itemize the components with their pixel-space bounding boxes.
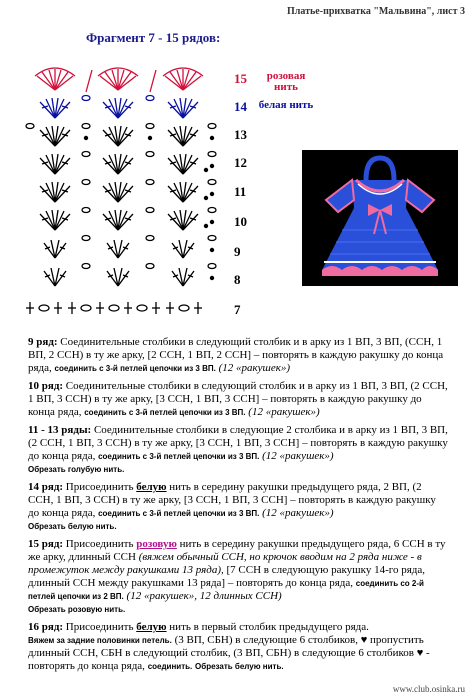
row-14-color: белую [136, 481, 167, 493]
row-10-count: (12 «ракушек») [248, 406, 320, 418]
row-15-color: розовую [136, 538, 177, 550]
row-number-15: 15 [234, 71, 247, 86]
row-9-paragraph [28, 336, 448, 375]
row-9-count: (12 «ракушек») [218, 362, 291, 374]
row-11-13-join: соединить с 3-й петлей цепочки из 3 ВП. [98, 452, 260, 461]
yarn-label-pink: розовая нить [266, 70, 306, 93]
row-14-paragraph [28, 481, 448, 533]
row-16-note: Обрезать белую нить. [195, 662, 284, 671]
row-number-13: 13 [234, 127, 247, 142]
row-15-text-c: [7 ССН в следующую ракушку 14-го ряда, длинный ССН между ракушками 13 ряда] – повторять до конца ряда, [28, 564, 426, 589]
row-number-7: 7 [234, 302, 241, 317]
row-10-text: Соединительные столбики в следующий столбик и в арку из 1 ВП, 3 ВП, (2 ССН, 1 ВП, 3 ССН) в ту же арку, [3 ССН, 1 ВП, 3 ССН] – повторять в каждую ракушку до конца ряда, [28, 380, 448, 418]
row-14-note: Обрезать белую нить. [28, 522, 117, 531]
row-16-bold: Вяжем за задние половинки петель. [28, 636, 172, 645]
crochet-chart [0, 52, 232, 322]
row-16-color: белую [136, 621, 167, 633]
row-11-13-text: Соединительные столбики в следующие 2 столбика и в арку из 1 ВП, 3 ВП, (2 ССН, 1 ВП, 3 ССН) в ту же арку, [3 ССН, 1 ВП, 3 ССН] – повторять в каждую ракушку до конца ряда, [28, 424, 448, 462]
row-15-join: соединить со 2-й петлей цепочки из 2 ВП. [28, 579, 424, 601]
row-10-paragraph [28, 380, 448, 419]
yarn-label-white: белая нить [258, 99, 314, 111]
row-16-paragraph [28, 621, 448, 673]
row-11-13-label: 11 - 13 ряды: [28, 424, 92, 436]
row-15-italic-1: (вяжем обычный ССН, но крючок вводим на 2 ряда ниже - в промежуток между ракушками 13 ряда), [28, 551, 422, 576]
row-number-11: 11 [234, 184, 247, 199]
row-10-label: 10 ряд: [28, 380, 64, 392]
row-number-8: 8 [234, 272, 241, 287]
row-14-text-a: Присоединить [65, 481, 134, 493]
sheet-header: Платье-прихватка "Мальвина", лист 3 [286, 6, 465, 17]
row-14-text-b: нить в середину ракушки предыдущего ряда, 2 ВП, (2 ССН, 1 ВП, 3 ССН) в ту же арку, [3 ССН, 1 ВП, 3 ССН] – повторять в каждую ракушку до конца ряда, [28, 481, 436, 519]
row-number-10: 10 [234, 214, 247, 229]
row-9-label: 9 ряд: [28, 336, 58, 348]
row-15-count: (12 «ракушек», 12 длинных ССН) [126, 590, 282, 602]
row-number-14: 14 [234, 99, 247, 114]
dress-photo [302, 150, 458, 286]
row-16-label: 16 ряд: [28, 621, 64, 633]
row-15-note: Обрезать розовую нить. [28, 605, 126, 614]
row-16-text-a: Присоединить [65, 621, 134, 633]
row-14-count: (12 «ракушек») [262, 507, 334, 519]
row-16-text-d: ♥ пропустить длинный ССН, СБН в следующий столбик, (3 ВП, СБН) в следующие 6 столбиков ♥ [28, 634, 424, 659]
row-15-paragraph [28, 538, 448, 616]
row-14-join: соединить с 3-й петлей цепочки из 3 ВП. [98, 509, 260, 518]
row-11-13-count: (12 «ракушек») [262, 450, 334, 462]
row-9-join: соединить с 3-й петлей цепочки из 3 ВП. [54, 364, 216, 373]
row-15-label: 15 ряд: [28, 538, 64, 550]
row-15-text-b: нить в середину ракушки предыдущего ряда, 6 ССН в ту же арку, длинный ССН [28, 538, 446, 563]
row-11-13-paragraph [28, 424, 448, 476]
row-14-label: 14 ряд: [28, 481, 64, 493]
row-number-9: 9 [234, 244, 241, 259]
site-footer: www.club.osinka.ru [392, 684, 465, 694]
instructions [28, 336, 448, 678]
row-9-text: Соединительные столбики в следующий столбик и в арку из 1 ВП, 3 ВП, (ССН, 1 ВП, 2 ССН) в ту же арку, [2 ССН, 1 ВП, 2 ССН] – повторять в каждую ракушку до конца ряда, [28, 336, 444, 374]
row-10-join: соединить с 3-й петлей цепочки из 3 ВП. [84, 408, 246, 417]
row-15-text-a: Присоединить [65, 538, 134, 550]
row-16-text-b: нить в первый столбик предыдущего ряда. [169, 621, 369, 633]
row-number-12: 12 [234, 155, 247, 170]
fragment-title: Фрагмент 7 - 15 рядов: [86, 30, 221, 45]
row-11-13-note: Обрезать голубую нить. [28, 465, 125, 474]
row-16-text-c: (3 ВП, СБН) в следующие 6 столбиков, [174, 634, 358, 646]
row-16-text-e: - повторять до конца ряда, [28, 647, 430, 672]
row-16-join: соединить. [147, 662, 193, 671]
